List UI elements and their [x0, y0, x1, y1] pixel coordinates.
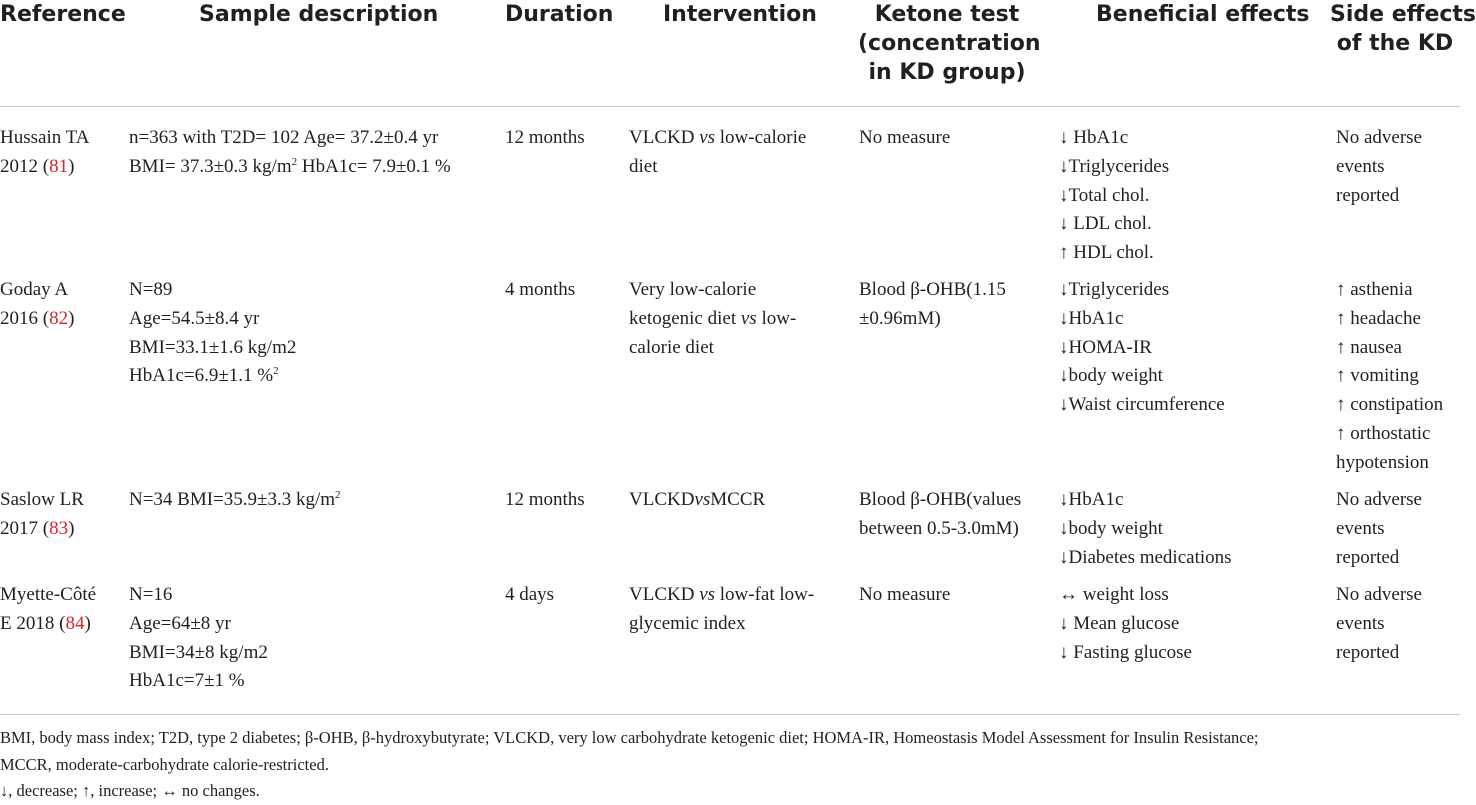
side-effect-item: hypotension [1336, 451, 1429, 473]
row-2-intervention [629, 276, 796, 362]
superscript: 2 [273, 365, 279, 378]
sample-line: Age=54.5±8.4 yr [129, 307, 260, 329]
side-effect-item: ↑ orthostatic [1336, 422, 1431, 444]
header-ketone-test [858, 0, 1041, 87]
beneficial-item: ↓body weight [1059, 365, 1163, 387]
intervention-text: low- [756, 307, 797, 329]
row-3-ketone [859, 486, 1021, 544]
side-effect-item: reported [1336, 184, 1400, 206]
intervention-text: VLCKD [629, 127, 700, 148]
intervention-text: VLCKD [629, 489, 695, 510]
beneficial-item: ↓Total chol. [1059, 184, 1150, 206]
beneficial-item: ↓Triglycerides [1059, 155, 1170, 177]
beneficial-item: ↓ LDL chol. [1059, 213, 1152, 235]
row-3-duration: 12 months [505, 489, 585, 510]
reference-year [0, 153, 89, 182]
row-2-reference [0, 276, 74, 334]
footnote-line: BMI, body mass index; T2D, type 2 diabetes; β-OHB, β-hydroxybutyrate; VLCKD, very low carbohydrate ketogenic diet; HOMA-IR, Homeostasis Model Assessment for Insulin Resistance; [0, 728, 1259, 747]
row-2-sample [129, 276, 296, 391]
row-4-intervention [629, 581, 814, 639]
intervention-line: Very low-calorie [629, 279, 757, 300]
beneficial-item: ↓HOMA-IR [1059, 336, 1152, 358]
reference-author: Hussain TA [0, 127, 90, 148]
sample-line: Age=64±8 yr [129, 612, 231, 634]
superscript: 2 [335, 489, 341, 501]
row-3-side-effects [1336, 486, 1422, 572]
reference-year-text: E 2018 ( [0, 612, 66, 634]
sample-text: HbA1c= 7.9±0.1 % [297, 155, 451, 177]
intervention-line [629, 305, 796, 334]
row-2-ketone [859, 276, 1006, 334]
citation-link[interactable]: 83 [49, 517, 69, 539]
side-effect-item: reported [1336, 641, 1400, 663]
reference-author: Goday A [0, 279, 69, 300]
side-effect-item: events [1336, 612, 1385, 634]
reference-year-text: 2012 ( [0, 155, 50, 177]
sample-line [129, 362, 296, 391]
sample-text: BMI= 37.3±0.3 kg/m [129, 155, 292, 177]
footnote-line: ↓, decrease; ↑, increase; ↔ no changes. [0, 781, 260, 800]
row-1-reference [0, 124, 89, 182]
reference-close: ) [68, 517, 75, 539]
reference-year [0, 610, 96, 639]
sample-line: N=89 [129, 279, 173, 300]
row-1-sample [129, 124, 451, 182]
ketone-line: No measure [859, 584, 951, 605]
citation-link[interactable]: 81 [49, 155, 69, 177]
header-ketone-line: (concentration [858, 31, 1041, 56]
row-1-ketone [859, 124, 950, 153]
beneficial-item: ↑ HDL chol. [1059, 242, 1154, 264]
side-effect-item: ↑ asthenia [1336, 279, 1413, 300]
row-4-sample [129, 581, 268, 696]
beneficial-item: ↓Waist circumference [1059, 394, 1225, 416]
beneficial-item: ↓HbA1c [1059, 489, 1124, 510]
side-effect-item: ↑ constipation [1336, 394, 1444, 416]
side-effect-item: No adverse [1336, 127, 1422, 148]
superscript: 2 [291, 155, 298, 168]
side-effect-item: events [1336, 517, 1385, 539]
row-2-duration: 4 months [505, 279, 576, 300]
intervention-line: glycemic index [629, 612, 746, 634]
header-side-line: Side effects [1330, 2, 1476, 27]
reference-close: ) [68, 155, 75, 177]
reference-close: ) [84, 612, 91, 634]
intervention-line [629, 486, 765, 515]
row-1-intervention [629, 124, 806, 182]
header-side-line: of the KD [1336, 31, 1454, 56]
sample-line [129, 153, 451, 182]
sample-line: BMI=33.1±1.6 kg/m2 [129, 336, 297, 358]
row-3-beneficial [1059, 486, 1232, 572]
vs-italic: vs [699, 584, 716, 605]
ketone-line: between 0.5-3.0mM) [859, 517, 1019, 539]
beneficial-item: ↓ HbA1c [1059, 127, 1129, 148]
row-4-reference [0, 581, 96, 639]
row-1-side-effects [1336, 124, 1422, 210]
sample-line [129, 486, 341, 515]
beneficial-item: ↓Triglycerides [1059, 279, 1170, 300]
ketone-line: No measure [859, 127, 951, 148]
ketone-line: Blood β-OHB(values [859, 489, 1022, 510]
vs-italic: vs [699, 127, 716, 148]
citation-link[interactable]: 84 [65, 612, 85, 634]
beneficial-item: ↓ Mean glucose [1059, 612, 1180, 634]
row-4-beneficial [1059, 581, 1192, 667]
intervention-text: low-calorie [715, 127, 807, 148]
reference-author: Saslow LR [0, 489, 84, 510]
side-effect-item: No adverse [1336, 489, 1422, 510]
header-rule [0, 106, 1460, 107]
reference-year [0, 515, 84, 544]
header-ketone-line: in KD group) [868, 60, 1026, 85]
side-effect-item: No adverse [1336, 584, 1422, 605]
ketone-line: ±0.96mM) [859, 307, 941, 329]
sample-text: N=34 BMI=35.9±3.3 kg/m [129, 489, 336, 510]
row-4-ketone [859, 581, 950, 610]
row-4-duration: 4 days [505, 584, 555, 605]
beneficial-item: ↔ weight loss [1059, 584, 1169, 605]
header-side-effects [1330, 0, 1476, 58]
reference-close: ) [68, 307, 75, 329]
intervention-text: VLCKD [629, 584, 700, 605]
reference-author: Myette-Côté [0, 584, 97, 605]
ketone-line: Blood β-OHB(1.15 [859, 279, 1006, 300]
intervention-text: MCCR [710, 489, 766, 510]
row-3-sample [129, 486, 341, 515]
intervention-text: ketogenic diet [629, 307, 741, 329]
row-1-duration: 12 months [505, 127, 585, 148]
intervention-line [629, 581, 814, 610]
side-effect-item: events [1336, 155, 1385, 177]
sample-text: HbA1c=6.9±1.1 % [129, 365, 274, 387]
row-3-intervention [629, 486, 765, 515]
side-effect-item: reported [1336, 546, 1400, 568]
side-effect-item: ↑ vomiting [1336, 365, 1419, 387]
row-3-reference [0, 486, 84, 544]
beneficial-item: ↓HbA1c [1059, 307, 1124, 329]
reference-year [0, 305, 74, 334]
vs-italic: vs [740, 307, 757, 329]
side-effect-item: ↑ headache [1336, 307, 1421, 329]
header-beneficial-effects: Beneficial effects [1096, 2, 1310, 27]
footer-rule [0, 714, 1460, 715]
intervention-text: low-fat low- [715, 584, 815, 605]
intervention-line: calorie diet [629, 336, 714, 358]
sample-line: BMI=34±8 kg/m2 [129, 641, 268, 663]
beneficial-item: ↓Diabetes medications [1059, 546, 1232, 568]
row-2-beneficial [1059, 276, 1225, 420]
intervention-line: diet [629, 155, 658, 177]
table-footnote [0, 725, 1259, 805]
row-2-side-effects [1336, 276, 1443, 478]
reference-year-text: 2017 ( [0, 517, 50, 539]
sample-line: HbA1c=7±1 % [129, 670, 245, 692]
sample-line: n=363 with T2D= 102 Age= 37.2±0.4 yr [129, 127, 439, 148]
header-sample-description: Sample description [199, 2, 439, 27]
reference-year-text: 2016 ( [0, 307, 50, 329]
sample-line: N=16 [129, 584, 173, 605]
beneficial-item: ↓ Fasting glucose [1059, 641, 1192, 663]
row-1-beneficial [1059, 124, 1169, 268]
vs-italic: vs [694, 489, 711, 510]
row-4-side-effects [1336, 581, 1422, 667]
header-reference: Reference [0, 2, 126, 27]
header-ketone-line: Ketone test [874, 2, 1020, 27]
beneficial-item: ↓body weight [1059, 517, 1163, 539]
header-duration: Duration [505, 2, 614, 27]
side-effect-item: ↑ nausea [1336, 336, 1402, 358]
footnote-line: MCCR, moderate-carbohydrate calorie-restricted. [0, 754, 329, 774]
citation-link[interactable]: 82 [49, 307, 69, 329]
header-intervention: Intervention [663, 2, 817, 27]
intervention-line [629, 124, 806, 153]
